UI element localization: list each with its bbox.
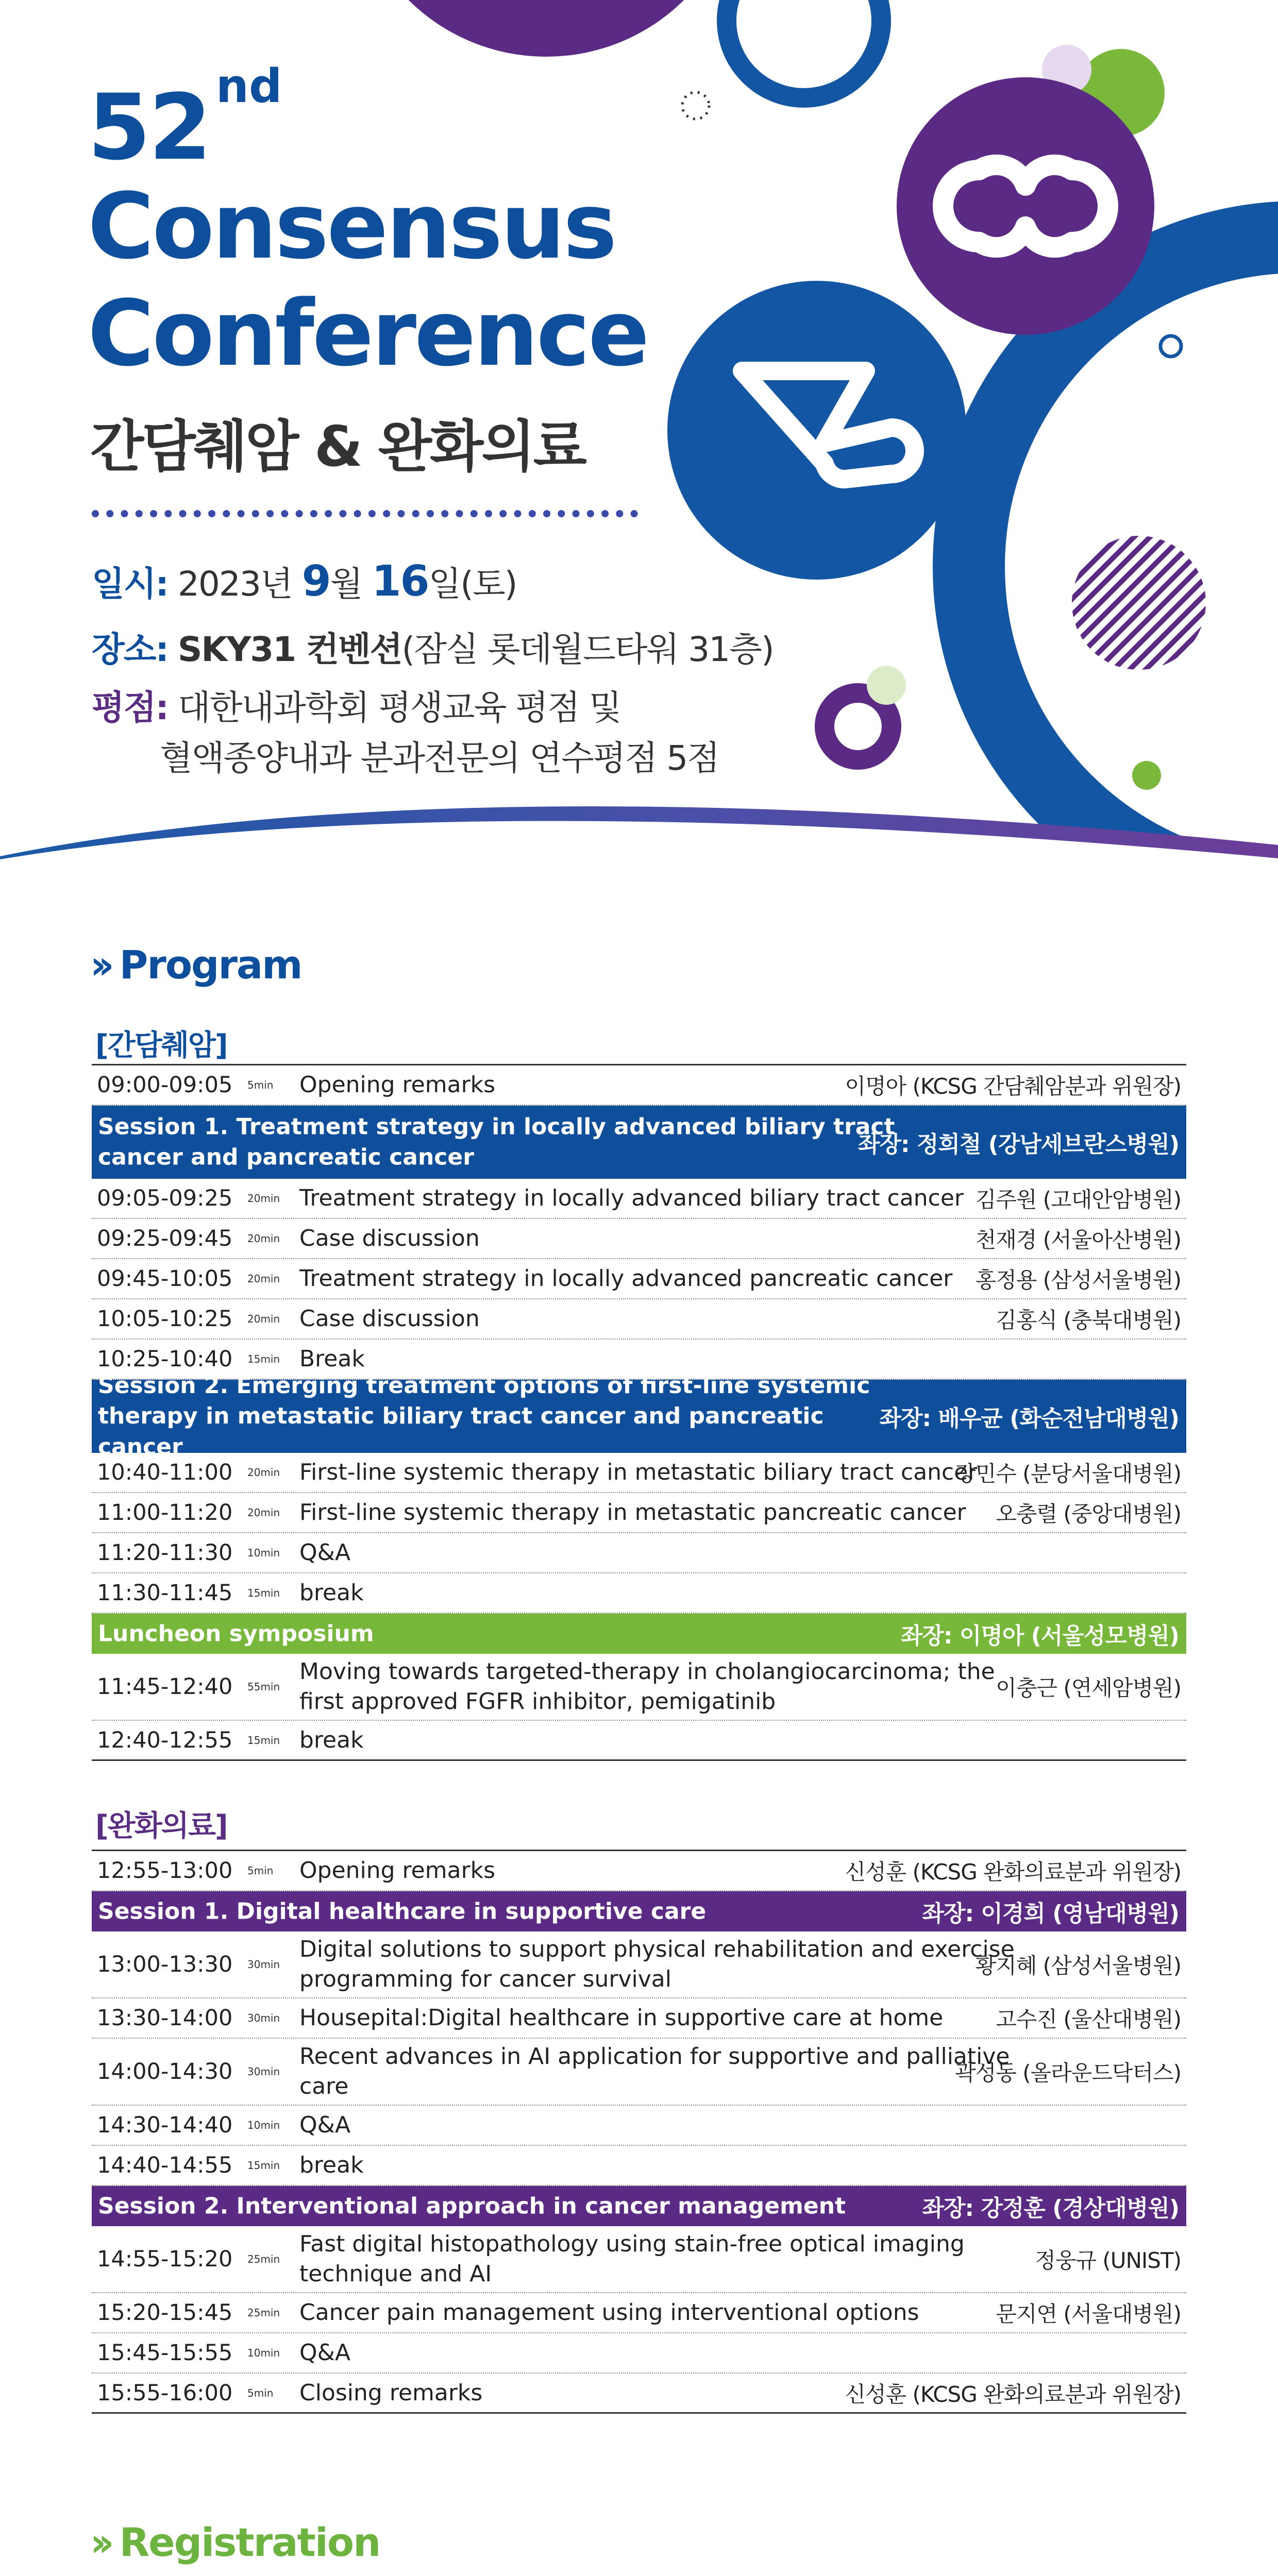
date-month-unit: 월 (330, 564, 362, 604)
talk-title: Recent advances in AI application for supportive and palliative care (299, 2043, 1010, 2099)
event-date (92, 556, 517, 606)
program-row (92, 1299, 1186, 1340)
hero-blue-disc (667, 281, 966, 580)
speaker: 이충근 (연세암병원) (996, 1675, 1181, 1701)
session-time: 09:00-09:05 (97, 1072, 233, 1098)
session-duration: 20min (247, 1466, 280, 1479)
title-ordinal-suffix: nd (215, 59, 282, 113)
registration-heading-text: Registration (119, 2519, 380, 2565)
session-duration: 15min (247, 1587, 280, 1599)
program-row (92, 2374, 1186, 2414)
session-duration: 15min (247, 2159, 280, 2172)
program-row (92, 1493, 1186, 1533)
program-row (92, 1931, 1186, 1998)
session-duration: 15min (247, 1734, 280, 1747)
speaker: 김홍식 (충북대병원) (996, 1308, 1181, 1333)
speaker: 정웅규 (UNIST) (1035, 2248, 1181, 2273)
program-row (92, 1259, 1186, 1299)
session-time: 12:40-12:55 (97, 1727, 233, 1753)
talk-title: Opening remarks (299, 1857, 496, 1884)
part1-label: [간담췌암] (95, 1029, 227, 1062)
date-day-unit: 일(토) (428, 564, 517, 604)
hero-dotted-circle (682, 92, 709, 119)
program-table-hepatobiliary (92, 1064, 1186, 1761)
date-day: 16 (372, 557, 429, 606)
session-header (92, 1614, 1186, 1654)
session-duration: 25min (247, 2253, 280, 2265)
venue-label: 장소: (92, 630, 168, 669)
venue-name: SKY31 컨벤션 (177, 630, 402, 669)
program-row (92, 1998, 1186, 2039)
program-row (92, 2106, 1186, 2146)
speaker: 신성훈 (KCSG 완화의료분과 위원장) (845, 2381, 1181, 2407)
part2-label: [완화의료] (95, 1809, 227, 1843)
session-time: 11:20-11:30 (97, 1540, 233, 1566)
session-chair: 좌장: 이경희 (영남대병원) (922, 1901, 1179, 1927)
session-duration: 10min (247, 1547, 280, 1559)
talk-title: break (299, 2151, 364, 2178)
session-title: Session 2. Emerging treatment options of first-line systemic therapy in metastatic biliary tract cancer and pancreatic cancer (98, 1372, 870, 1460)
talk-title: Fast digital histopathology using stain-free optical imaging technique and AI (299, 2230, 965, 2287)
speaker: 신성훈 (KCSG 완화의료분과 위원장) (845, 1859, 1181, 1885)
title-line-consensus: Consensus (88, 174, 615, 279)
session-time: 11:45-12:40 (97, 1674, 233, 1700)
talk-title: Closing remarks (299, 2379, 483, 2406)
credit-line-2: 혈액종양내과 분과전문의 연수평점 5점 (160, 738, 719, 778)
title-divider (92, 510, 638, 517)
hero-hatched-circle (1072, 536, 1206, 670)
venue-detail: (잠실 롯데월드타워 31층) (401, 630, 773, 669)
session-time: 12:55-13:00 (97, 1858, 233, 1884)
program-row (92, 1851, 1186, 1891)
session-chair: 좌장: 강정훈 (경상대병원) (922, 2195, 1179, 2222)
hero-small-green-dot (1132, 761, 1161, 790)
program-row (92, 1533, 1186, 1573)
speaker: 강민수 (분당서울대병원) (955, 1461, 1181, 1486)
program-table-palliative (92, 1850, 1186, 2414)
program-row (92, 1654, 1186, 1721)
program-row (92, 2293, 1186, 2333)
session-duration: 20min (247, 1273, 280, 1285)
session-time: 13:00-13:30 (97, 1952, 233, 1977)
session-duration: 30min (247, 1958, 280, 1971)
session-time: 15:55-16:00 (97, 2380, 233, 2406)
session-title: Luncheon symposium (98, 1620, 374, 1647)
program-row (92, 2226, 1186, 2293)
session-time: 10:40-11:00 (97, 1460, 233, 1485)
hero-top-blue-ring (727, 0, 881, 98)
session-time: 11:00-11:20 (97, 1500, 233, 1526)
speaker: 곽성동 (올라운드닥터스) (955, 2060, 1181, 2086)
credit-label: 평점: (92, 688, 168, 727)
conference-subtitle: 간담췌암 & 완화의료 (90, 415, 585, 479)
session-time: 09:25-09:45 (97, 1226, 233, 1251)
hero-banner (0, 0, 1278, 866)
session-time: 13:30-14:00 (97, 2005, 233, 2031)
session-chair: 좌장: 정희철 (강남세브란스병원) (857, 1131, 1179, 1158)
hero-top-purple-shape (350, 0, 742, 57)
session-time: 09:45-10:05 (97, 1266, 233, 1292)
speaker: 황지혜 (삼성서울병원) (975, 1953, 1181, 1978)
session-duration: 20min (247, 1506, 280, 1519)
program-row (92, 1453, 1186, 1493)
session-time: 10:05-10:25 (97, 1306, 233, 1332)
session-header (92, 1891, 1186, 1931)
date-year: 2023년 (177, 564, 292, 604)
talk-title: Digital solutions to support physical rehabilitation and exercise programming for cancer survival (299, 1936, 1015, 1992)
session-duration: 15min (247, 1353, 280, 1365)
session-duration: 30min (247, 2065, 280, 2078)
session-time: 14:30-14:40 (97, 2112, 233, 2138)
speaker: 김주원 (고대안암병원) (975, 1187, 1181, 1212)
talk-title: Break (299, 1345, 365, 1372)
speaker: 오충렬 (중앙대병원) (996, 1501, 1181, 1527)
hero-small-blue-ring (1161, 336, 1181, 357)
talk-title: Q&A (299, 2111, 351, 2138)
double-chevron-icon: ›› (90, 942, 106, 988)
event-venue (92, 622, 773, 671)
program-row (92, 1721, 1186, 1761)
talk-title: Housepital:Digital healthcare in supportive care at home (299, 2004, 944, 2031)
talk-title: Q&A (299, 1539, 351, 1566)
session-title: Session 2. Interventional approach in cancer management (98, 2193, 846, 2219)
program-row (92, 2146, 1186, 2186)
program-row (92, 1219, 1186, 1259)
session-duration: 5min (247, 1079, 274, 1091)
credit-line-1: 대한내과학회 평생교육 평점 및 (177, 688, 621, 727)
speaker: 문지연 (서울대병원) (996, 2301, 1181, 2327)
session-duration: 30min (247, 2012, 280, 2024)
program-row (92, 1065, 1186, 1106)
talk-title: Cancer pain management using interventional options (299, 2299, 919, 2326)
session-time: 09:05-09:25 (97, 1185, 233, 1211)
session-duration: 10min (247, 2347, 280, 2359)
title-line-conference: Conference (88, 281, 648, 386)
session-duration: 20min (247, 1192, 280, 1205)
session-title: Session 1. Digital healthcare in supportive care (98, 1898, 707, 1925)
session-time: 11:30-11:45 (97, 1580, 233, 1606)
session-duration: 55min (247, 1681, 280, 1693)
session-time: 14:55-15:20 (97, 2246, 233, 2272)
talk-title: Case discussion (299, 1305, 480, 1332)
talk-title: Case discussion (299, 1225, 480, 1251)
session-time: 10:25-10:40 (97, 1346, 233, 1372)
talk-title: Treatment strategy in locally advanced biliary tract cancer (299, 1184, 964, 1211)
program-row (92, 2333, 1186, 2374)
talk-title: break (299, 1726, 364, 1753)
session-header (92, 1372, 1186, 1460)
talk-title: First-line systemic therapy in metastatic pancreatic cancer (299, 1499, 966, 1526)
session-header (92, 2186, 1186, 2226)
registration-heading (90, 2519, 380, 2565)
session-chair: 좌장: 배우균 (화순전남대병원) (879, 1405, 1179, 1432)
session-duration: 20min (247, 1232, 280, 1245)
talk-title: Treatment strategy in locally advanced pancreatic cancer (299, 1265, 953, 1292)
session-chair: 좌장: 이명아 (서울성모병원) (901, 1623, 1179, 1649)
speaker: 이명아 (KCSG 간담췌암분과 위원장) (845, 1074, 1181, 1099)
date-label: 일시: (92, 564, 168, 604)
program-heading-text: Program (119, 942, 302, 988)
talk-title: Opening remarks (299, 1071, 496, 1098)
program-heading (90, 942, 301, 988)
session-duration: 25min (247, 2307, 280, 2319)
event-credits (92, 680, 621, 729)
conference-number (88, 59, 282, 180)
double-chevron-icon: ›› (90, 2519, 106, 2565)
date-month: 9 (301, 557, 330, 606)
talk-title: break (299, 1579, 364, 1606)
talk-title: Q&A (299, 2339, 351, 2366)
program-row (92, 1573, 1186, 1614)
session-time: 15:45-15:55 (97, 2340, 233, 2366)
session-title: Session 1. Treatment strategy in locally advanced biliary tract cancer and pancreatic cancer (98, 1113, 895, 1171)
session-duration: 10min (247, 2119, 280, 2131)
program-row (92, 1179, 1186, 1219)
session-duration: 5min (247, 1865, 274, 1877)
session-duration: 20min (247, 1313, 280, 1325)
talk-title: First-line systemic therapy in metastatic biliary tract cancer (299, 1459, 978, 1485)
talk-title: Moving towards targeted-therapy in cholangiocarcinoma; the first approved FGFR inhibitor, pemigatinib (299, 1658, 995, 1715)
session-time: 14:40-14:55 (97, 2153, 233, 2178)
session-time: 15:20-15:45 (97, 2300, 233, 2326)
title-number: 52 (88, 75, 210, 180)
session-time: 14:00-14:30 (97, 2059, 233, 2084)
speaker: 고수진 (울산대병원) (996, 2007, 1181, 2032)
session-duration: 5min (247, 2386, 274, 2399)
hero-pale-green-dot (867, 666, 906, 705)
speaker: 천재경 (서울아산병원) (975, 1227, 1181, 1252)
program-row (92, 2039, 1186, 2106)
speaker: 홍정용 (삼성서울병원) (975, 1267, 1181, 1293)
session-header (92, 1106, 1186, 1179)
